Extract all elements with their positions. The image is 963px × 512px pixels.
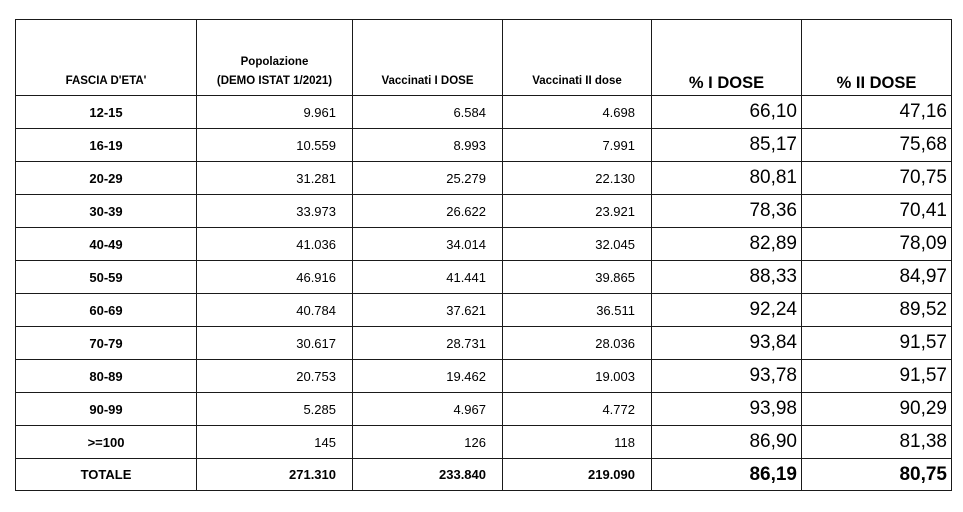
cell-total-vaccinated-first: 233.840 bbox=[353, 459, 503, 491]
cell-age: 16-19 bbox=[16, 129, 197, 162]
cell-pct-first: 85,17 bbox=[652, 129, 802, 162]
cell-vaccinated-second: 19.003 bbox=[503, 360, 652, 393]
cell-age: 40-49 bbox=[16, 228, 197, 261]
cell-population: 30.617 bbox=[197, 327, 353, 360]
cell-pct-second: 78,09 bbox=[802, 228, 952, 261]
cell-pct-first: 86,90 bbox=[652, 426, 802, 459]
cell-pct-first: 78,36 bbox=[652, 195, 802, 228]
cell-population: 40.784 bbox=[197, 294, 353, 327]
cell-age: 50-59 bbox=[16, 261, 197, 294]
vaccination-table-container bbox=[15, 19, 952, 491]
cell-pct-second: 47,16 bbox=[802, 96, 952, 129]
cell-age: 90-99 bbox=[16, 393, 197, 426]
cell-population: 5.285 bbox=[197, 393, 353, 426]
table-row bbox=[16, 327, 952, 360]
cell-pct-second: 84,97 bbox=[802, 261, 952, 294]
total-row bbox=[16, 459, 952, 491]
cell-vaccinated-first: 126 bbox=[353, 426, 503, 459]
cell-age: >=100 bbox=[16, 426, 197, 459]
table-row bbox=[16, 360, 952, 393]
header-age-group: FASCIA D'ETA' bbox=[16, 20, 197, 96]
cell-vaccinated-second: 4.698 bbox=[503, 96, 652, 129]
cell-pct-second: 91,57 bbox=[802, 327, 952, 360]
cell-pct-first: 92,24 bbox=[652, 294, 802, 327]
cell-pct-first: 82,89 bbox=[652, 228, 802, 261]
header-row bbox=[16, 20, 952, 96]
cell-total-pct-second: 80,75 bbox=[802, 459, 952, 491]
cell-vaccinated-second: 32.045 bbox=[503, 228, 652, 261]
table-row bbox=[16, 96, 952, 129]
cell-pct-first: 93,98 bbox=[652, 393, 802, 426]
cell-vaccinated-first: 25.279 bbox=[353, 162, 503, 195]
cell-pct-second: 75,68 bbox=[802, 129, 952, 162]
table-row bbox=[16, 162, 952, 195]
cell-age: 30-39 bbox=[16, 195, 197, 228]
cell-age: 20-29 bbox=[16, 162, 197, 195]
cell-vaccinated-second: 36.511 bbox=[503, 294, 652, 327]
cell-vaccinated-second: 23.921 bbox=[503, 195, 652, 228]
cell-age: 60-69 bbox=[16, 294, 197, 327]
cell-pct-first: 93,78 bbox=[652, 360, 802, 393]
cell-pct-second: 70,41 bbox=[802, 195, 952, 228]
cell-total-pct-first: 86,19 bbox=[652, 459, 802, 491]
cell-vaccinated-first: 28.731 bbox=[353, 327, 503, 360]
cell-vaccinated-first: 37.621 bbox=[353, 294, 503, 327]
cell-pct-second: 70,75 bbox=[802, 162, 952, 195]
cell-population: 33.973 bbox=[197, 195, 353, 228]
table-row bbox=[16, 426, 952, 459]
cell-vaccinated-second: 7.991 bbox=[503, 129, 652, 162]
cell-vaccinated-first: 19.462 bbox=[353, 360, 503, 393]
cell-vaccinated-first: 41.441 bbox=[353, 261, 503, 294]
cell-pct-second: 90,29 bbox=[802, 393, 952, 426]
cell-pct-first: 66,10 bbox=[652, 96, 802, 129]
cell-total-population: 271.310 bbox=[197, 459, 353, 491]
table-row bbox=[16, 129, 952, 162]
cell-age: 80-89 bbox=[16, 360, 197, 393]
cell-vaccinated-first: 8.993 bbox=[353, 129, 503, 162]
cell-population: 145 bbox=[197, 426, 353, 459]
cell-population: 10.559 bbox=[197, 129, 353, 162]
cell-vaccinated-first: 4.967 bbox=[353, 393, 503, 426]
table-row bbox=[16, 294, 952, 327]
cell-total-label: TOTALE bbox=[16, 459, 197, 491]
cell-pct-second: 81,38 bbox=[802, 426, 952, 459]
cell-vaccinated-second: 22.130 bbox=[503, 162, 652, 195]
header-vaccinated-first: Vaccinati I DOSE bbox=[353, 20, 503, 96]
header-population-line2: (DEMO ISTAT 1/2021) bbox=[216, 75, 333, 87]
cell-total-vaccinated-second: 219.090 bbox=[503, 459, 652, 491]
table-row bbox=[16, 261, 952, 294]
cell-vaccinated-second: 39.865 bbox=[503, 261, 652, 294]
cell-pct-first: 88,33 bbox=[652, 261, 802, 294]
cell-vaccinated-first: 34.014 bbox=[353, 228, 503, 261]
header-vaccinated-second: Vaccinati II dose bbox=[503, 20, 652, 96]
cell-vaccinated-second: 4.772 bbox=[503, 393, 652, 426]
header-pct-first: % I DOSE bbox=[652, 20, 802, 96]
cell-vaccinated-first: 26.622 bbox=[353, 195, 503, 228]
vaccination-table bbox=[15, 19, 952, 491]
cell-age: 12-15 bbox=[16, 96, 197, 129]
cell-population: 31.281 bbox=[197, 162, 353, 195]
cell-age: 70-79 bbox=[16, 327, 197, 360]
table-row bbox=[16, 195, 952, 228]
cell-population: 9.961 bbox=[197, 96, 353, 129]
cell-pct-second: 89,52 bbox=[802, 294, 952, 327]
table-row bbox=[16, 393, 952, 426]
table-row bbox=[16, 228, 952, 261]
cell-population: 20.753 bbox=[197, 360, 353, 393]
cell-population: 46.916 bbox=[197, 261, 353, 294]
cell-pct-first: 93,84 bbox=[652, 327, 802, 360]
cell-vaccinated-first: 6.584 bbox=[353, 96, 503, 129]
cell-pct-second: 91,57 bbox=[802, 360, 952, 393]
header-population-line1: Popolazione bbox=[240, 56, 309, 68]
header-pct-second: % II DOSE bbox=[802, 20, 952, 96]
cell-population: 41.036 bbox=[197, 228, 353, 261]
cell-vaccinated-second: 28.036 bbox=[503, 327, 652, 360]
header-population bbox=[197, 20, 353, 96]
cell-vaccinated-second: 118 bbox=[503, 426, 652, 459]
cell-pct-first: 80,81 bbox=[652, 162, 802, 195]
